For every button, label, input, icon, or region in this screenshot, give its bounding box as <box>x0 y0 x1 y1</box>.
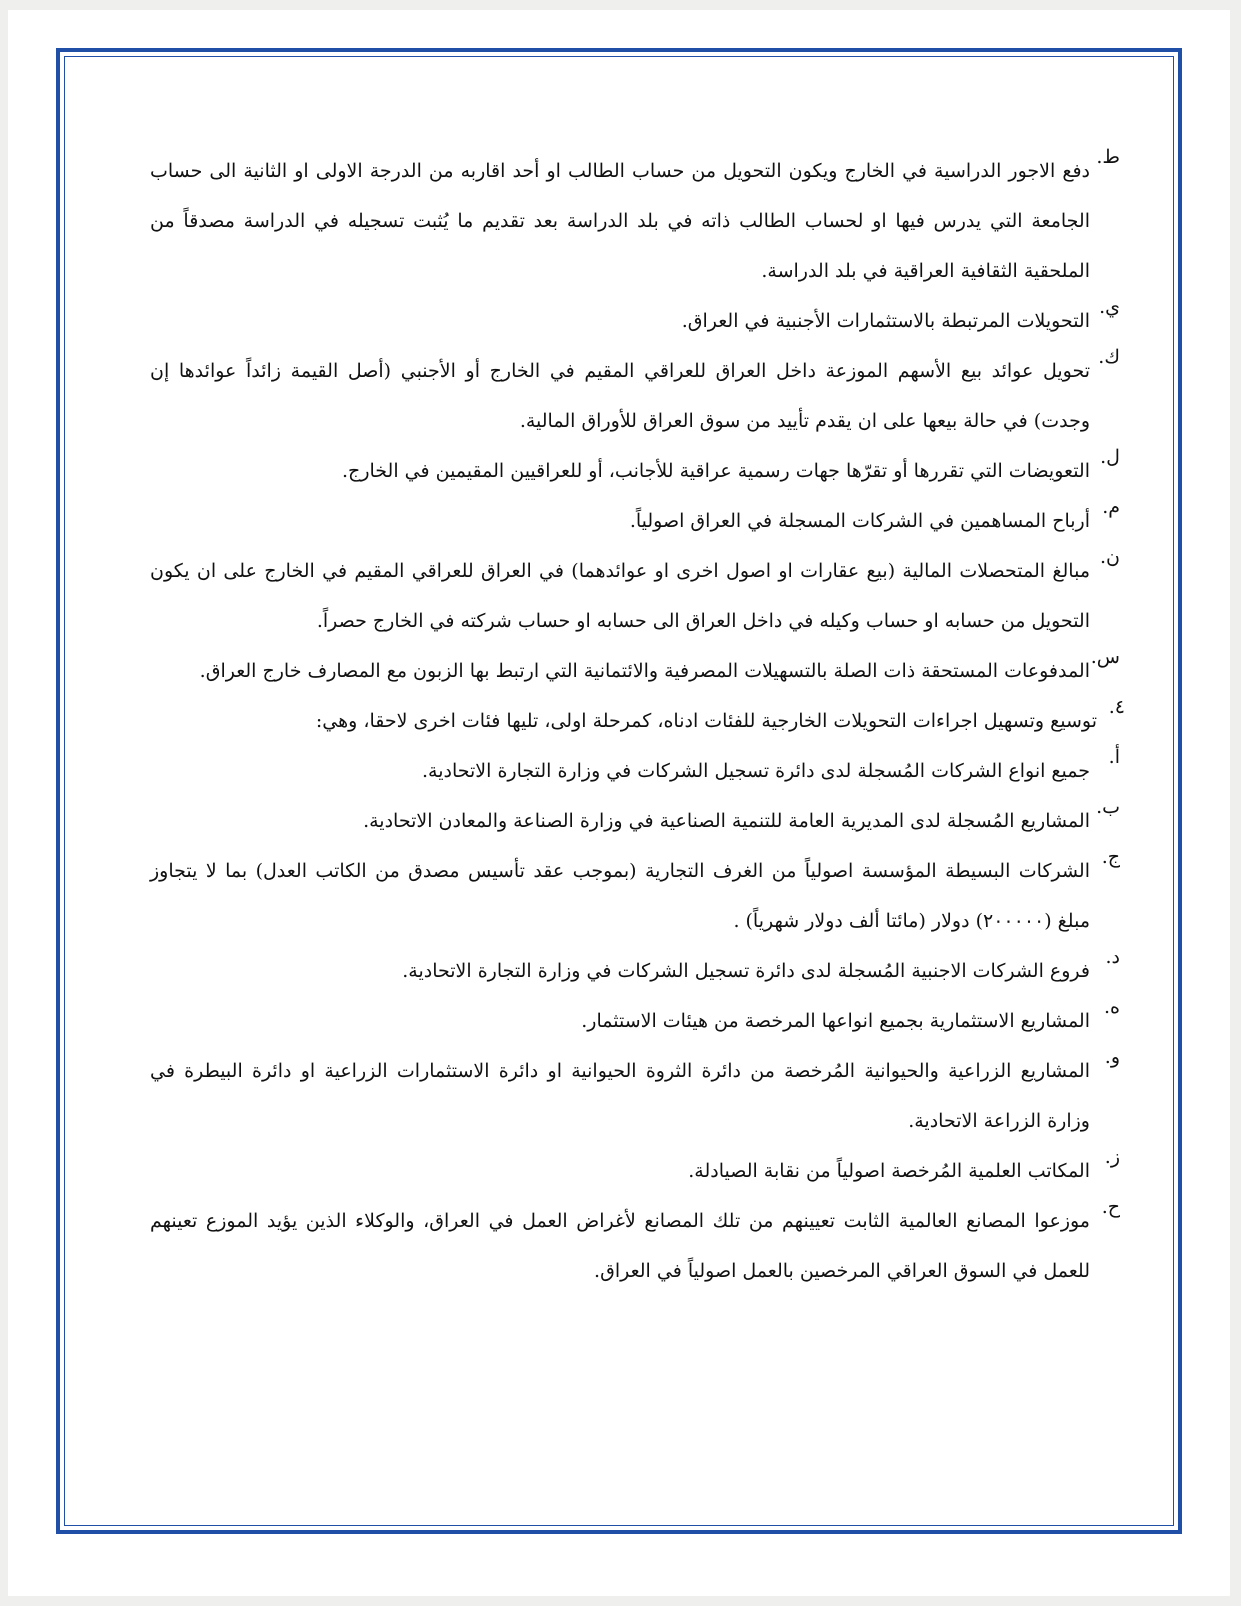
list-item: م. أرباح المساهمين في الشركات المسجلة في العراق اصولياً. <box>629 496 1120 532</box>
section-4-heading: ٤. توسيع وتسهيل اجراءات التحويلات الخارجية للفئات ادناه، كمرحلة اولى، تليها فئات اخرى لاحقا، وهي: <box>315 696 1125 732</box>
sub-list-item: أ. جميع انواع الشركات المُسجلة لدى دائرة تسجيل الشركات في وزارة التجارة الاتحادية. <box>421 746 1120 782</box>
sub-list-item: و. المشاريع الزراعية والحيوانية المُرخصة من دائرة الثروة الحيوانية او دائرة الاستثمارات الزراعية او دائرة البيطرة في وزارة الزراعة الاتحادية. <box>150 1046 1120 1132</box>
sub-list-item: ب. المشاريع المُسجلة لدى المديرية العامة للتنمية الصناعية في وزارة الصناعة والمعادن الاتحادية. <box>363 796 1120 832</box>
sub-list-item: ج. الشركات البسيطة المؤسسة اصولياً من الغرف التجارية (بموجب عقد تأسيس مصدق من الكاتب العدل) بما لا يتجاوز مبلغ (٢٠٠٠٠٠) دولار (مائتا ألف دولار شهرياً) . <box>150 846 1120 932</box>
sub-list-item: ز. المكاتب العلمية المُرخصة اصولياً من نقابة الصيادلة. <box>688 1146 1120 1182</box>
list-item: ل. التعويضات التي تقررها أو تقرّها جهات رسمية عراقية للأجانب، أو للعراقيين المقيمين في الخارج. <box>342 446 1120 482</box>
document-body <box>150 146 1125 1296</box>
list-item: ي. التحويلات المرتبطة بالاستثمارات الأجنبية في العراق. <box>681 296 1120 332</box>
sub-list-item: ه. المشاريع الاستثمارية بجميع انواعها المرخصة من هيئات الاستثمار. <box>581 996 1120 1032</box>
sub-list-item: د. فروع الشركات الاجنبية المُسجلة لدى دائرة تسجيل الشركات في وزارة التجارة الاتحادية. <box>402 946 1120 982</box>
list-item: ك. تحويل عوائد بيع الأسهم الموزعة داخل العراق للعراقي المقيم في الخارج أو الأجنبي (أصل القيمة زائداً عوائدها إن وجدت) في حالة بيعها على ان يقدم تأييد من سوق العراق للأوراق المالية. <box>150 346 1120 432</box>
list-item: ن. مبالغ المتحصلات المالية (بيع عقارات او اصول اخرى او عوائدهما) في العراق للعراقي المقيم في الخارج على ان يكون التحويل من حسابه او حساب وكيله في داخل العراق الى حسابه او حساب شركته في الخارج حصراً. <box>150 546 1120 632</box>
list-item: ط. دفع الاجور الدراسية في الخارج ويكون التحويل من حساب الطالب او أحد اقاربه من الدرجة الاولى او الثانية الى حساب الجامعة التي يدرس فيها او لحساب الطالب ذاته في بلد الدراسة بعد تقديم ما يُثبت تسجيله في الدراسة مصدقاً من الملحقية الثقافية العراقية في بلد الدراسة. <box>150 146 1120 282</box>
list-item: س. المدفوعات المستحقة ذات الصلة بالتسهيلات المصرفية والائتمانية التي ارتبط بها الزبون مع المصارف خارج العراق. <box>199 646 1120 682</box>
sub-list-item: ح. موزعوا المصانع العالمية الثابت تعيينهم من تلك المصانع لأغراض العمل في العراق، والوكلاء الذين يؤيد الموزع تعينهم للعمل في السوق العراقي المرخصين بالعمل اصولياً في العراق. <box>150 1196 1120 1282</box>
